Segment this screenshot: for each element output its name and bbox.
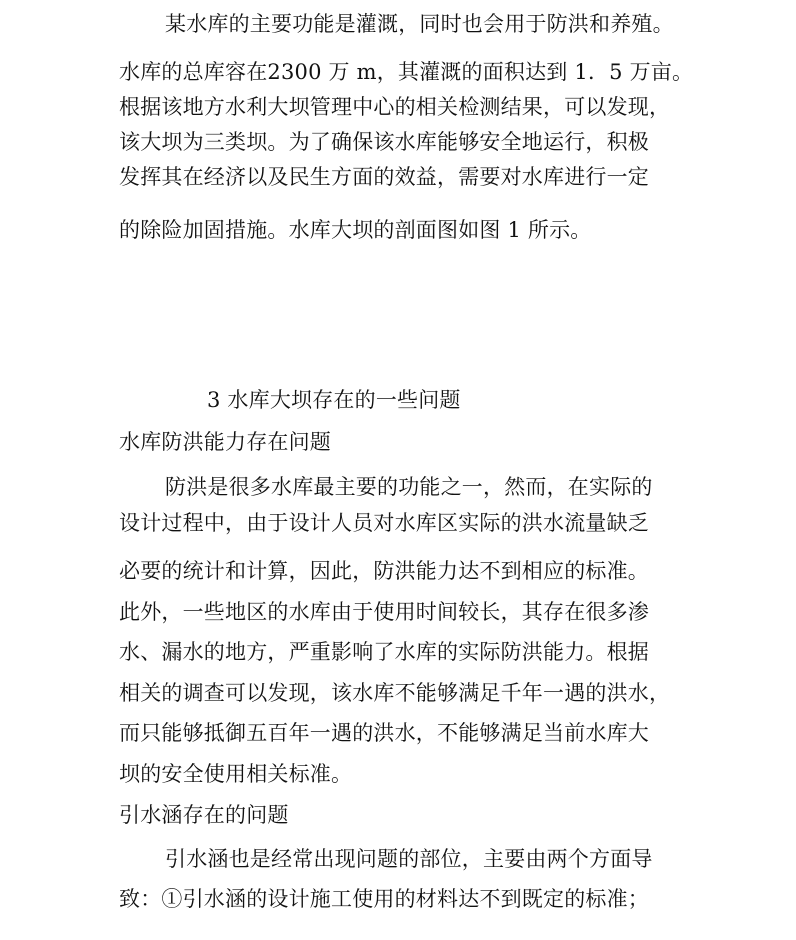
paragraph-1-line-3: 根据该地方水利大坝管理中心的相关检测结果，可以发现， xyxy=(119,95,671,119)
section-3-heading: 3 水库大坝存在的一些问题 xyxy=(207,388,461,412)
paragraph-1-line-2: 水库的总库容在2300 万 m，其灌溉的面积达到 1．5 万亩。 xyxy=(119,60,694,84)
subsection-2-heading: 引水涵存在的问题 xyxy=(119,803,289,827)
paragraph-2-line-8: 坝的安全使用相关标准。 xyxy=(119,762,353,786)
paragraph-2-line-4: 此外，一些地区的水库由于使用时间较长，其存在很多渗 xyxy=(119,600,649,624)
paragraph-1-line-1: 某水库的主要功能是灌溉，同时也会用于防洪和养殖。 xyxy=(165,12,674,36)
paragraph-2-line-6: 相关的调查可以发现，该水库不能够满足千年一遇的洪水， xyxy=(119,681,671,705)
paragraph-3-line-1: 引水涵也是经常出现问题的部位，主要由两个方面导 xyxy=(165,847,653,871)
paragraph-2-line-7: 而只能够抵御五百年一遇的洪水，不能够满足当前水库大 xyxy=(119,721,649,745)
paragraph-3-line-2: 致：①引水涵的设计施工使用的材料达不到既定的标准； xyxy=(119,887,649,911)
paragraph-2-line-3: 必要的统计和计算，因此，防洪能力达不到相应的标准。 xyxy=(119,559,649,583)
paragraph-2-line-2: 设计过程中，由于设计人员对水库区实际的洪水流量缺乏 xyxy=(119,511,649,535)
paragraph-1-line-6: 的除险加固措施。水库大坝的剖面图如图 1 所示。 xyxy=(119,218,592,242)
paragraph-1-line-5: 发挥其在经济以及民生方面的效益，需要对水库进行一定 xyxy=(119,165,649,189)
subsection-1-heading: 水库防洪能力存在问题 xyxy=(119,430,331,454)
paragraph-2-line-5: 水、漏水的地方，严重影响了水库的实际防洪能力。根据 xyxy=(119,640,649,664)
paragraph-2-line-1: 防洪是很多水库最主要的功能之一，然而，在实际的 xyxy=(165,475,653,499)
paragraph-1-line-4: 该大坝为三类坝。为了确保该水库能够安全地运行，积极 xyxy=(119,130,649,154)
